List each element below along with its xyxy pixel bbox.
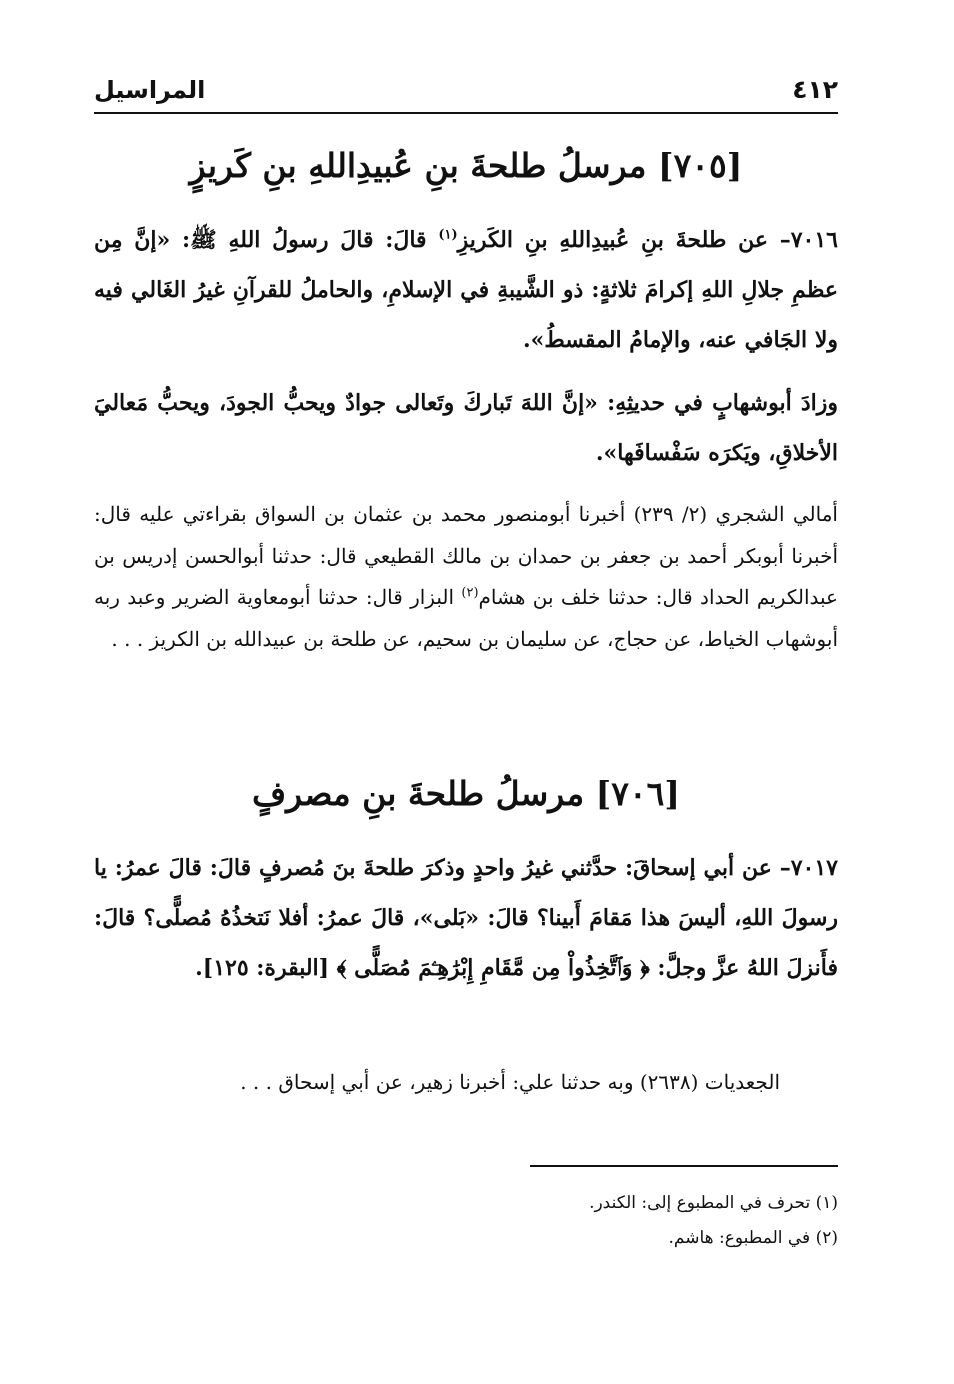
hadith-7016 xyxy=(94,215,838,365)
page-header xyxy=(94,70,838,104)
hadith-addition: وزادَ أبوشهابٍ في حديثِهِ: «إنَّ اللهَ تَباركَ وتَعالى جوادٌ ويحبُّ الجودَ، ويحبُّ مَعاليَ الأخلاقِ، ويَكرَه سَفْسافَها». xyxy=(94,390,838,466)
footnote-divider xyxy=(530,1165,838,1167)
source-text: البزار قال: حدثنا أبومعاوية الضرير وعبد ربه أبوشهاب الخياط، عن حجاج، عن سليمان بن سحيم، عن طلحة بن عبيدالله بن الكريز . . . xyxy=(94,585,838,651)
hadith-text: عن طلحةَ بنِ عُبيدِاللهِ بنِ الكَريزِ xyxy=(457,227,780,253)
footnote-2: (٢) في المطبوع: هاشم. xyxy=(668,1228,838,1248)
hadith-7017 xyxy=(94,843,838,993)
section-heading-705: [٧٠٥] مرسلُ طلحةَ بنِ عُبيدِاللهِ بنِ كَريزٍ xyxy=(189,146,743,185)
header-divider xyxy=(94,112,838,114)
footnote-1: (١) تحرف في المطبوع إلى: الكندر. xyxy=(589,1193,838,1213)
hadith-text: قالَ: قالَ رسولُ اللهِ ﷺ: «إنَّ مِن عظمِ جلالِ اللهِ إكرامَ ثلاثةٍ: ذو الشَّيبةِ في الإسلامِ، والحاملُ للقرآنِ غيرُ الغَالي فيه ولا الجَافي عنه، والإمامُ المقسطُ». xyxy=(94,227,838,353)
source-citation-706: الجعديات (٢٦٣٨) وبه حدثنا علي: أخبرنا زهير، عن أبي إسحاق . . . xyxy=(240,1070,780,1094)
section-heading-706: [٧٠٦] مرسلُ طلحةَ بنِ مصرفٍ xyxy=(251,774,681,813)
footnote-ref: (١) xyxy=(438,227,458,243)
hadith-number: ٧٠١٦– xyxy=(779,227,838,253)
running-title: المراسيل xyxy=(94,76,206,104)
footnote-ref: (٢) xyxy=(461,585,479,601)
hadith-number: ٧٠١٧– xyxy=(779,855,838,881)
page-number: ٤١٢ xyxy=(792,75,838,104)
hadith-text: عن أبي إسحاقَ: حدَّثني غيرُ واحدٍ وذكرَ طلحةَ بنَ مُصرفٍ قالَ: قالَ عمرُ: يا رسولَ اللهِ، أليسَ هذا مَقامَ أَبينا؟ قالَ: «بَلى»، قالَ عمرُ: أفلا نَتخذُهُ مُصلًّى؟ قالَ: فأَنزلَ اللهُ عزَّ وجلَّ: ﴿ وَٱتَّخِذُواْ مِن مَّقَامِ إِبْرَٰهِـۧمَ مُصَلًّى ﴾ [البقرة: ١٢٥]. xyxy=(94,855,838,981)
source-citation-705 xyxy=(94,494,838,660)
source-text: أمالي الشجري (٢/ ٢٣٩) أخبرنا أبومنصور محمد بن عثمان بن السواق بقراءتي عليه قال: أخبرنا أبوبكر أحمد بن جعفر بن حمدان بن مالك القطيعي قال: حدثنا أبوالحسن إدريس بن عبدالكريم الحداد قال: حدثنا خلف بن هشام xyxy=(94,502,838,609)
